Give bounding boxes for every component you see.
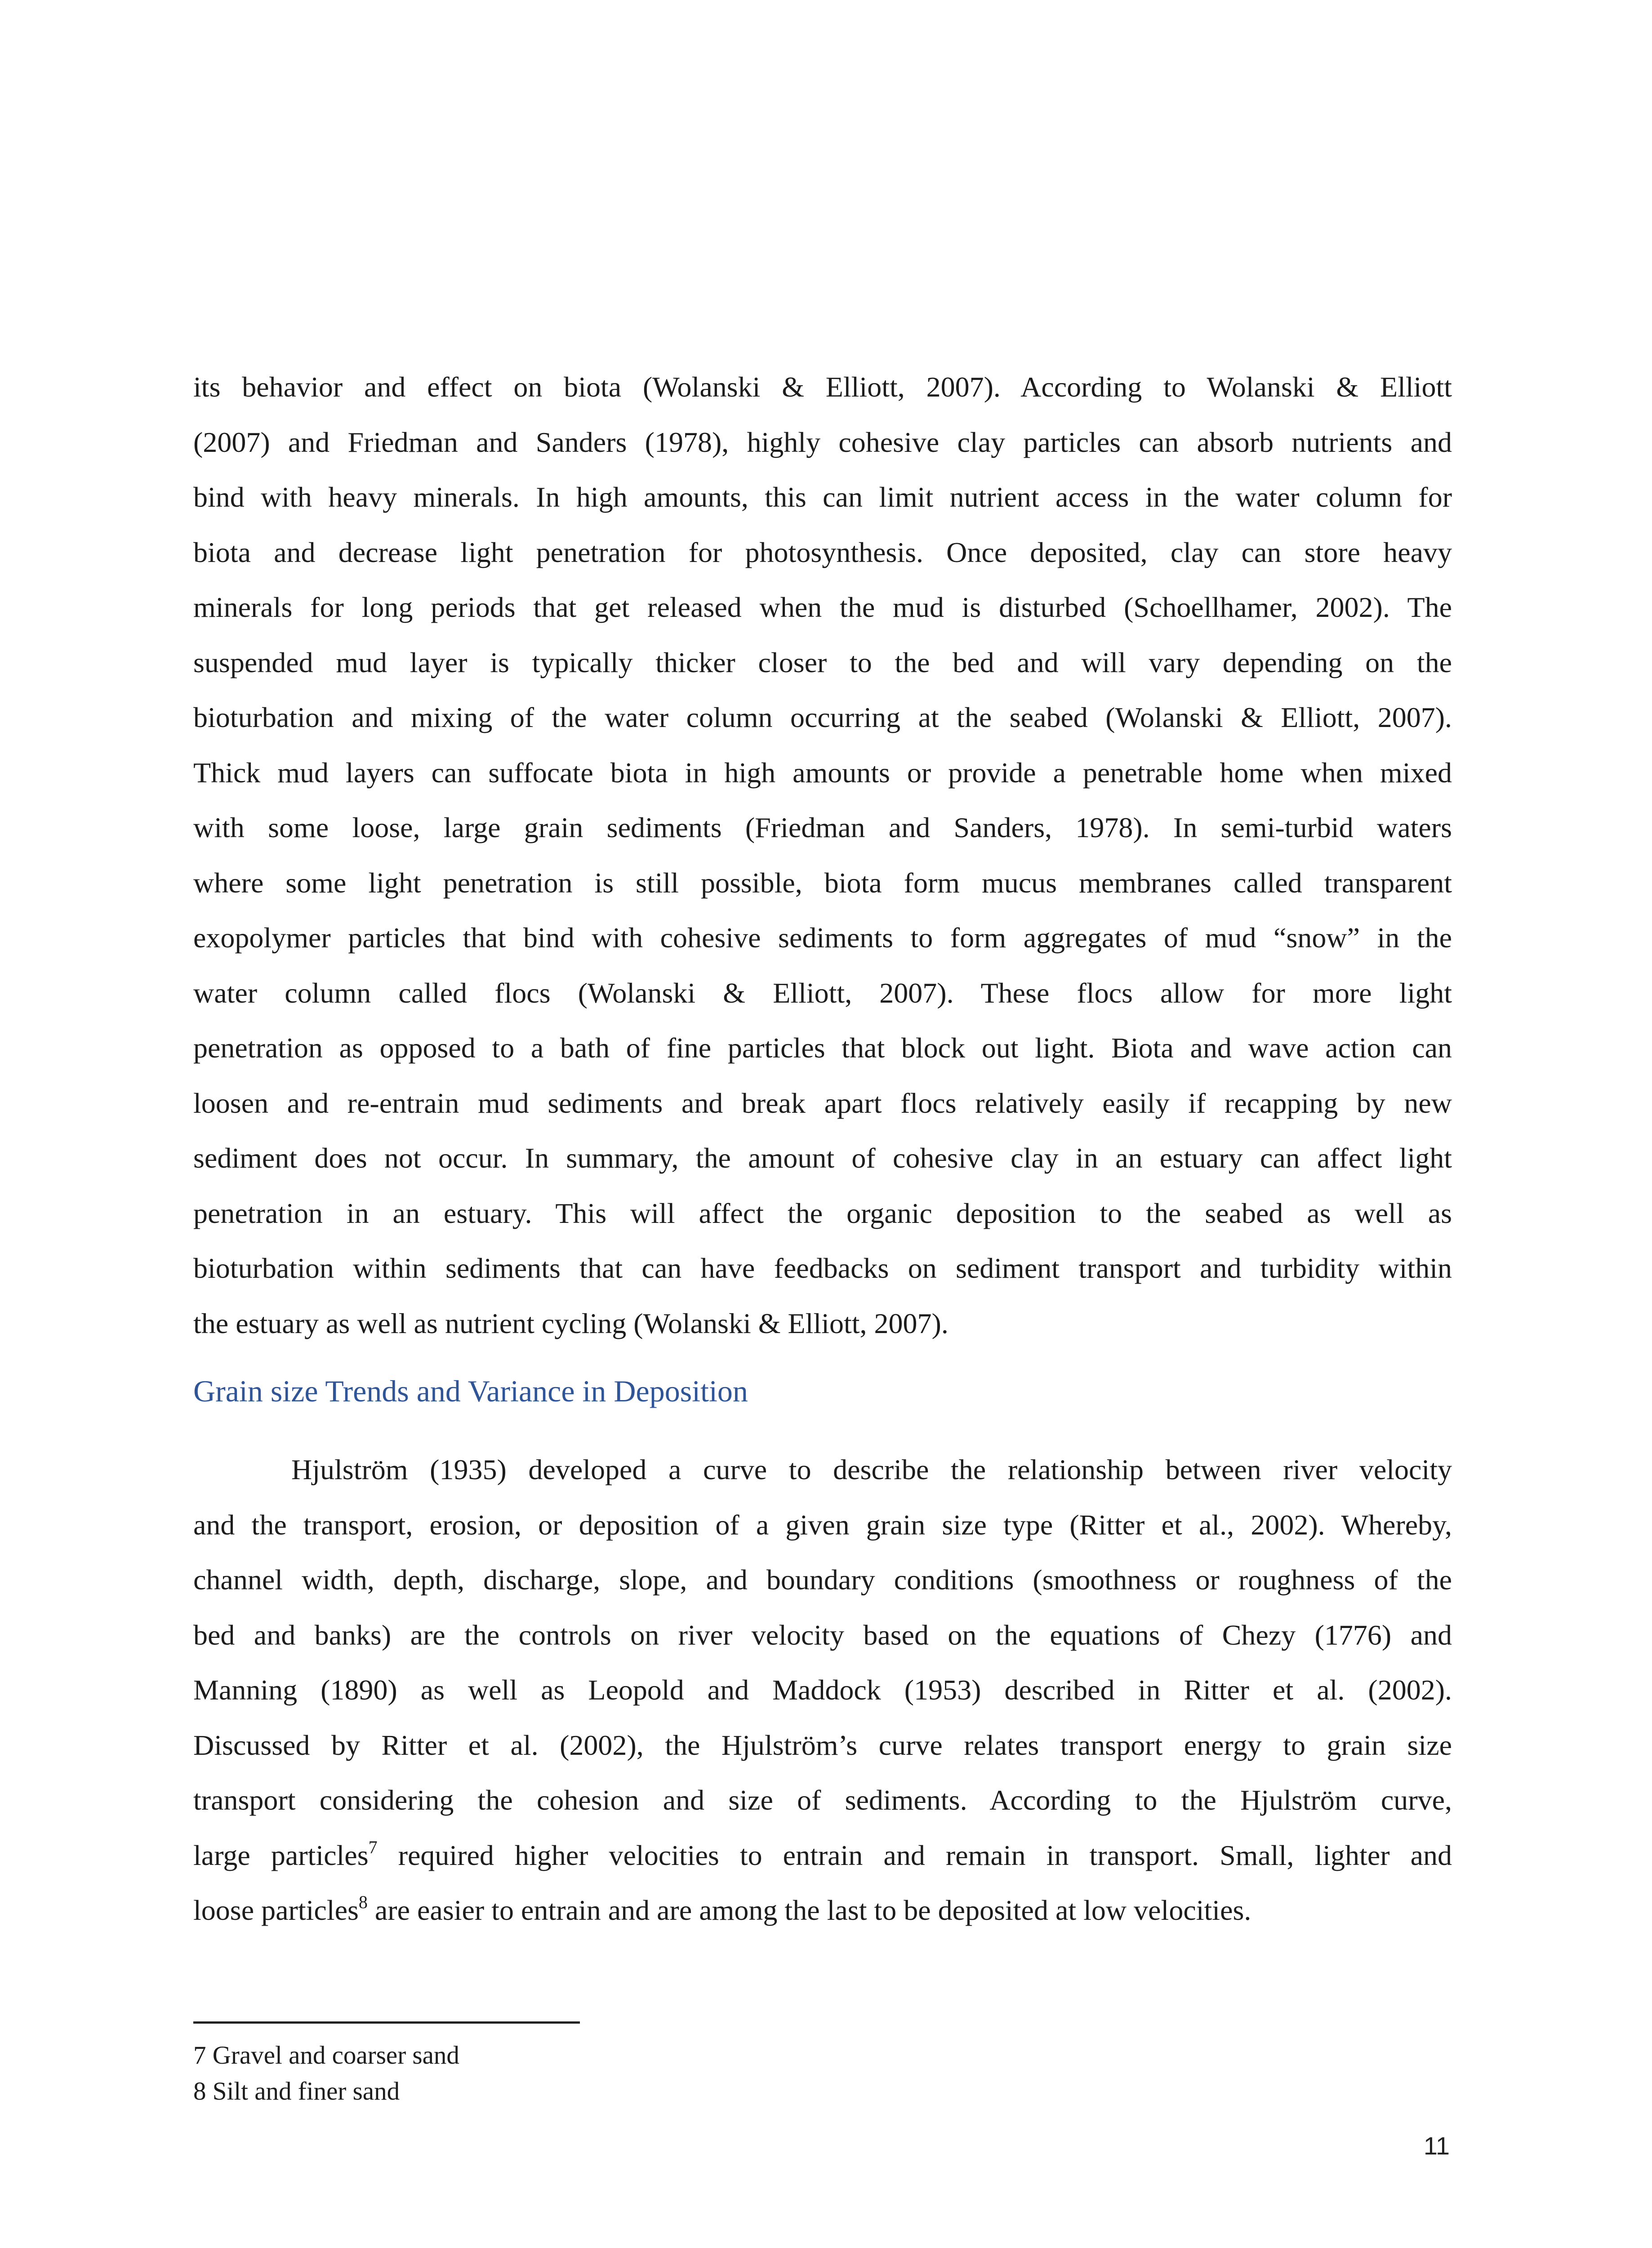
text-line: (2007) and Friedman and Sanders (1978), highly cohesive clay particles can absorb nutrients and bbox=[193, 426, 1452, 458]
text-line: bind with heavy minerals. In high amounts, this can limit nutrient access in the water column for bbox=[193, 481, 1452, 513]
text-line: channel width, depth, discharge, slope, and boundary conditions (smoothness or roughness of the bbox=[193, 1564, 1452, 1596]
body-paragraph-hjulstrom bbox=[193, 1442, 1452, 1938]
text-line: water column called flocs (Wolanski & Elliott, 2007). These flocs allow for more light bbox=[193, 977, 1452, 1009]
text-line: and the transport, erosion, or deposition of a given grain size type (Ritter et al., 2002). Whereby, bbox=[193, 1508, 1452, 1541]
text-line: bioturbation and mixing of the water column occurring at the seabed (Wolanski & Elliott, 2007). bbox=[193, 701, 1452, 733]
text-line: loosen and re-entrain mud sediments and break apart flocs relatively easily if recapping by new bbox=[193, 1087, 1452, 1119]
text-line: the estuary as well as nutrient cycling (Wolanski & Elliott, 2007). bbox=[193, 1307, 948, 1339]
text-line: penetration in an estuary. This will affect the organic deposition to the seabed as well as bbox=[193, 1197, 1452, 1229]
text-line: exopolymer particles that bind with cohesive sediments to form aggregates of mud “snow” in the bbox=[193, 922, 1452, 954]
text-line: transport considering the cohesion and size of sediments. According to the Hjulström curve, bbox=[193, 1784, 1452, 1816]
text-line: bed and banks) are the controls on river velocity based on the equations of Chezy (1776) and bbox=[193, 1619, 1452, 1651]
footnote-7: 7 Gravel and coarser sand bbox=[193, 2041, 459, 2070]
footnote-separator bbox=[193, 2021, 580, 2024]
text-line-with-footnote-8 bbox=[193, 1883, 1452, 1938]
section-heading: Grain size Trends and Variance in Deposition bbox=[193, 1374, 748, 1408]
text-line: Hjulström (1935) developed a curve to describe the relationship between river velocity bbox=[291, 1454, 1452, 1485]
text-line: minerals for long periods that get released when the mud is disturbed (Schoellhamer, 2002). The bbox=[193, 591, 1452, 623]
footnote-8: 8 Silt and finer sand bbox=[193, 2077, 400, 2105]
text-span: loose particles bbox=[193, 1894, 359, 1926]
body-paragraph-clay-effects bbox=[193, 360, 1452, 1351]
footnote-marker-7[interactable]: 7 bbox=[368, 1837, 378, 1857]
page-number: 11 bbox=[1423, 2132, 1450, 2160]
text-line: penetration as opposed to a bath of fine particles that block out light. Biota and wave action can bbox=[193, 1032, 1452, 1064]
footnote-marker-8[interactable]: 8 bbox=[358, 1892, 368, 1912]
text-span: are easier to entrain and are among the last to be deposited at low velocities. bbox=[367, 1894, 1251, 1926]
text-line: where some light penetration is still possible, biota form mucus membranes called transparent bbox=[193, 866, 1452, 899]
text-line-with-footnote-7 bbox=[193, 1828, 1452, 1883]
text-line: with some loose, large grain sediments (Friedman and Sanders, 1978). In semi-turbid waters bbox=[193, 812, 1452, 843]
text-line: biota and decrease light penetration for photosynthesis. Once deposited, clay can store heavy bbox=[193, 536, 1452, 568]
text-span: required higher velocities to entrain and remain in transport. Small, lighter and bbox=[377, 1839, 1452, 1871]
text-span: large particles bbox=[193, 1839, 369, 1871]
text-line: Discussed by Ritter et al. (2002), the Hjulström’s curve relates transport energy to grain size bbox=[193, 1729, 1452, 1761]
text-line: bioturbation within sediments that can have feedbacks on sediment transport and turbidity within bbox=[193, 1252, 1452, 1284]
text-line: Manning (1890) as well as Leopold and Maddock (1953) described in Ritter et al. (2002). bbox=[193, 1674, 1452, 1706]
footnotes bbox=[193, 2038, 459, 2110]
text-line: its behavior and effect on biota (Wolanski & Elliott, 2007). According to Wolanski & Elliott bbox=[193, 371, 1452, 403]
text-line: sediment does not occur. In summary, the amount of cohesive clay in an estuary can affect light bbox=[193, 1142, 1452, 1174]
text-line: suspended mud layer is typically thicker closer to the bed and will vary depending on the bbox=[193, 646, 1452, 678]
text-line: Thick mud layers can suffocate biota in high amounts or provide a penetrable home when mixed bbox=[193, 756, 1452, 789]
